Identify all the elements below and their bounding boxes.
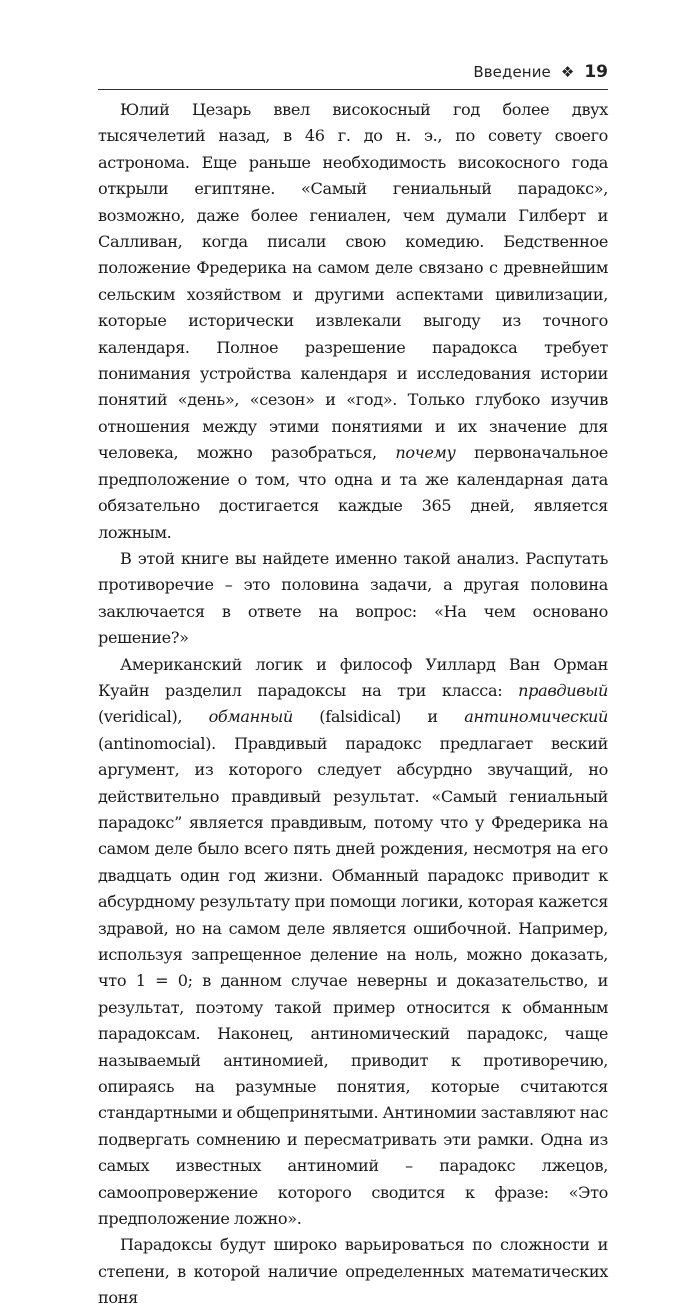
italic-term: почему <box>395 443 456 463</box>
running-header <box>98 58 608 86</box>
body-text <box>98 97 608 1312</box>
paragraph <box>98 546 608 652</box>
italic-term: обманный <box>208 707 293 727</box>
text-run: (falsidical) и <box>292 707 465 727</box>
text-run: В этой книге вы найдете именно такой анализ. Распутать противоречие – это половина задачи, а другая половина заключается в ответе на вопрос: «На чем основано решение?» <box>98 548 608 648</box>
paragraph <box>98 652 608 1233</box>
text-run: (antinomocial). Правдивый парадокс предлагает веский аргумент, из которого следует абсурдно звучащий, но действительно правдивый результат. «Самый гениальный парадокс” является правдивым, потому что у Фредерика на самом деле было всего пять дней рождения, несмотря на его двадцать один год жизни. Обманный парадокс приводит к абсурдному результату при помощи логики, которая кажется здравой, но на самом деле является ошибочной. Например, используя запрещенное деление на ноль, можно доказать, что 1 = 0; в данном случае неверны и доказательство, и результат, поэтому такой пример относится к обманным парадоксам. Наконец, антиномический парадокс, чаще называемый антиномией, приводит к противоречию, опираясь на разумные понятия, которые считаются стандартными и общепринятыми. Антиномии заставляют нас подвергать сомнению и пересматривать эти рамки. Одна из самых известных антиномий – парадокс лжецов, самоопровержение которого сводится к фразе: «Это предположение ложно». <box>98 733 608 1229</box>
page-number: 19 <box>584 62 608 82</box>
italic-term: правдивый <box>518 680 608 700</box>
section-title: Введение <box>473 63 551 81</box>
text-run: Парадоксы будут широко варьироваться по сложности и степени, в которой наличие определенных математических поня <box>98 1235 608 1308</box>
text-run: Американский логик и философ Уиллард Ван Орман Куайн разделил парадоксы на три класса: <box>98 654 608 700</box>
paragraph <box>98 1232 608 1311</box>
paragraph <box>98 97 608 546</box>
text-run: Юлий Цезарь ввел високосный год более двух тысячелетий назад, в 46 г. до н. э., по совету своего астронома. Еще раньше необходимость високосного года открыли египтяне. «Самый гениальный парадокс», возможно, даже более гениален, чем думали Гилберт и Салливан, когда писали свою комедию. Бедственное положение Фредерика на самом деле связано с древнейшим сельским хозяйством и другими аспектами цивилизации, которые исторически извлекали выгоду из точного календаря. Полное разрешение парадокса требует понимания устройства календаря и исследования истории понятий «день», «сезон» и «год». Только глубоко изучив отношения между этими понятиями и их значение для человека, можно разобраться, <box>98 100 608 463</box>
ornament-icon: ❖ <box>560 62 575 81</box>
text-run: первоначальное предположение о том, что одна и та же календарная дата обязательно достигается каждые 365 дней, является ложным. <box>98 443 608 542</box>
header-rule <box>98 89 608 90</box>
text-run: (veridical), <box>98 707 209 727</box>
italic-term: антиномический <box>464 707 609 727</box>
